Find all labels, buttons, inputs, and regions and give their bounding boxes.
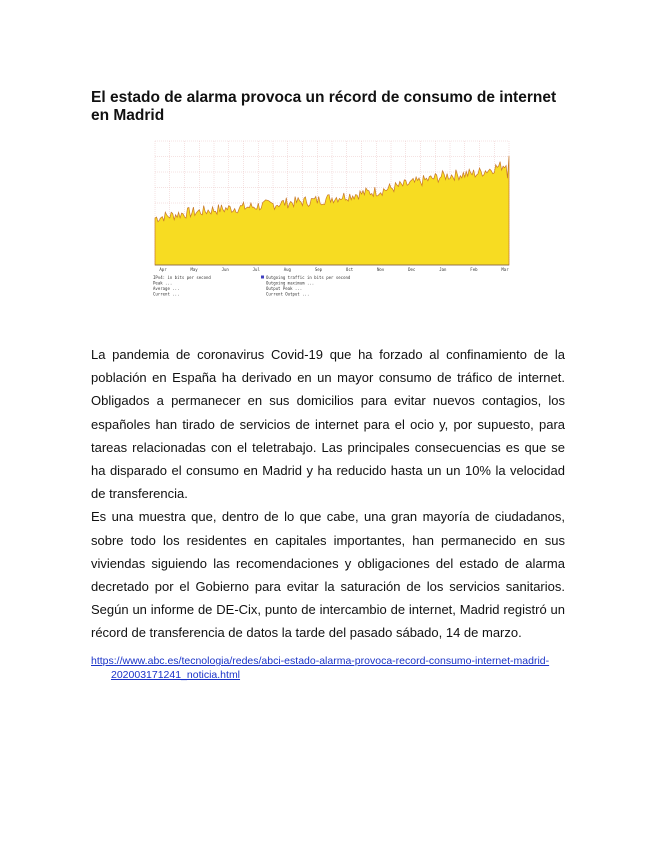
- legend-line-right: Current Output ...: [266, 291, 310, 297]
- x-tick-label: Sep: [314, 267, 323, 272]
- x-tick-label: Jul: [252, 267, 260, 272]
- article-title: El estado de alarma provoca un récord de consumo de internet en Madrid: [91, 89, 557, 124]
- x-tick-label: Jan: [439, 267, 447, 272]
- x-tick-label: Oct: [345, 267, 354, 272]
- x-tick-label: Dec: [408, 267, 416, 272]
- source-link-line-2[interactable]: 202003171241_noticia.html: [111, 669, 241, 681]
- x-tick-label: Apr: [159, 267, 167, 272]
- x-tick-label: May: [190, 267, 198, 272]
- x-tick-label: Aug: [283, 267, 291, 272]
- x-tick-label: Mar: [501, 267, 509, 272]
- paragraph-2: Es una muestra que, dentro de lo que cabe, una gran mayoría de ciudadanos, sobre todo los residentes en capitales importantes, han permanecido en sus viviendas siguiendo las recomendaciones y obligaciones del estado de alarma decretado por el Gobierno para evitar la saturación de los servicios sanitarios. Según un informe de DE-Cix, punto de intercambio de internet, Madrid registró un récord de transferencia de datos la tarde del pasado sábado, 14 de marzo.: [91, 509, 565, 641]
- traffic-chart-svg: [151, 137, 513, 305]
- legend-swatch: [261, 276, 264, 279]
- legend-line-right: Output Peak ...: [266, 286, 303, 291]
- x-tick-label: Nov: [377, 267, 385, 272]
- traffic-area-series: [155, 156, 509, 265]
- traffic-chart: [151, 137, 513, 305]
- chart-legend: [153, 275, 351, 297]
- x-tick-label: Feb: [470, 267, 478, 272]
- legend-line-left: Peak ...: [153, 280, 173, 286]
- legend-line-right: Outgoing maximum ...: [266, 280, 315, 286]
- paragraph-1: La pandemia de coronavirus Covid-19 que ha forzado al confinamiento de la población en España ha derivado en un mayor consumo de tráfico de internet. Obligados a permanecer en sus domicilios para evitar nuevos contagios, los españoles han tirado de servicios de internet para el ocio y, por supuesto, para tareas relacionadas con el teletrabajo. Las principales consecuencias es que se ha disparado el consumo en Madrid y ha reducido hasta un un 10% la velocidad de transferencia.: [91, 347, 565, 502]
- article-body: [91, 343, 565, 645]
- x-tick-labels: [159, 267, 509, 272]
- legend-line-left: IPv4: in bits per second: [153, 275, 211, 280]
- source-link-line-1[interactable]: https://www.abc.es/tecnologia/redes/abci-estado-alarma-provoca-record-consumo-internet-madrid-: [91, 655, 550, 667]
- source-link[interactable]: [91, 654, 571, 682]
- legend-line-left: Average ...: [153, 286, 180, 291]
- legend-line-left: Current ...: [153, 291, 180, 297]
- x-tick-label: Jun: [221, 267, 229, 272]
- legend-line-right: Outgoing traffic in bits per second: [266, 275, 351, 280]
